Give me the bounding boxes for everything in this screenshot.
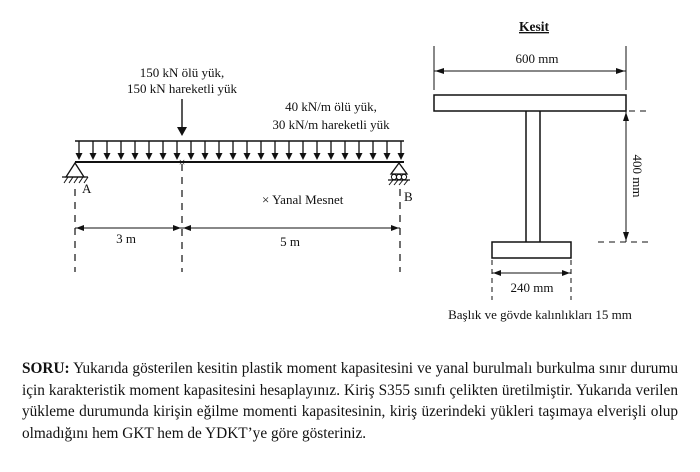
point-load-arrow <box>177 99 187 136</box>
distributed-load-label-dead: 40 kN/m ölü yük, <box>285 99 377 114</box>
load-arrow <box>300 141 307 160</box>
section-title: Kesit <box>519 19 549 34</box>
support-a-label: A <box>82 181 92 196</box>
load-arrow <box>244 141 251 160</box>
load-arrow <box>160 141 167 160</box>
question-label: SORU: <box>22 360 70 378</box>
cross-section <box>434 19 650 322</box>
load-arrow <box>76 141 83 160</box>
section-height-label: 400 mm <box>630 154 645 198</box>
load-arrow <box>370 141 377 160</box>
load-arrow <box>272 141 279 160</box>
distributed-load <box>75 141 405 160</box>
top-flange <box>434 95 626 111</box>
load-arrow <box>132 141 139 160</box>
span-2-label: 5 m <box>280 234 300 249</box>
load-arrow <box>104 141 111 160</box>
load-arrow <box>118 141 125 160</box>
support-b-roller <box>388 163 410 185</box>
support-b-label: B <box>404 189 413 204</box>
load-arrow <box>384 141 391 160</box>
load-arrow <box>216 141 223 160</box>
top-flange-width-label: 600 mm <box>515 51 559 66</box>
load-arrow <box>202 141 209 160</box>
span-1-label: 3 m <box>116 231 136 246</box>
load-arrow <box>314 141 321 160</box>
load-arrow <box>286 141 293 160</box>
load-arrow <box>258 141 265 160</box>
bottom-flange <box>492 242 571 258</box>
load-arrow <box>230 141 237 160</box>
distributed-load-label-live: 30 kN/m hareketli yük <box>272 117 390 132</box>
load-arrow <box>188 141 195 160</box>
lateral-support-label: × Yanal Mesnet <box>262 192 344 207</box>
load-arrow <box>398 141 405 160</box>
load-arrow <box>328 141 335 160</box>
load-arrow <box>356 141 363 160</box>
load-arrow <box>90 141 97 160</box>
load-arrow <box>146 141 153 160</box>
load-arrow <box>342 141 349 160</box>
dimension-extension-lines <box>75 164 400 272</box>
bottom-flange-width-label: 240 mm <box>510 280 554 295</box>
point-load-label-live: 150 kN hareketli yük <box>126 81 238 96</box>
support-a-pin <box>62 163 88 183</box>
beam-diagram <box>62 65 413 272</box>
question-body: Yukarıda gösterilen kesitin plastik moment kapasitesini ve yanal burulmalı burkulma sınır durumu için karakteristik moment kapasitesini hesaplayınız. Kiriş S355 sınıfı çelikten üretilmiştir. Yukarıda verilen yükleme durumunda kirişin eğilme momenti kapasitesinin, kiriş üzerindeki yükleri taşımaya elverişli olup olmadığını hem GKT hem de YDKT’ye göre gösteriniz. <box>22 360 678 443</box>
question-text <box>22 358 678 444</box>
lateral-support-marker: × <box>178 155 186 169</box>
point-load-label-dead: 150 kN ölü yük, <box>139 65 225 80</box>
web <box>526 111 540 242</box>
thickness-note: Başlık ve gövde kalınlıkları 15 mm <box>448 307 632 322</box>
